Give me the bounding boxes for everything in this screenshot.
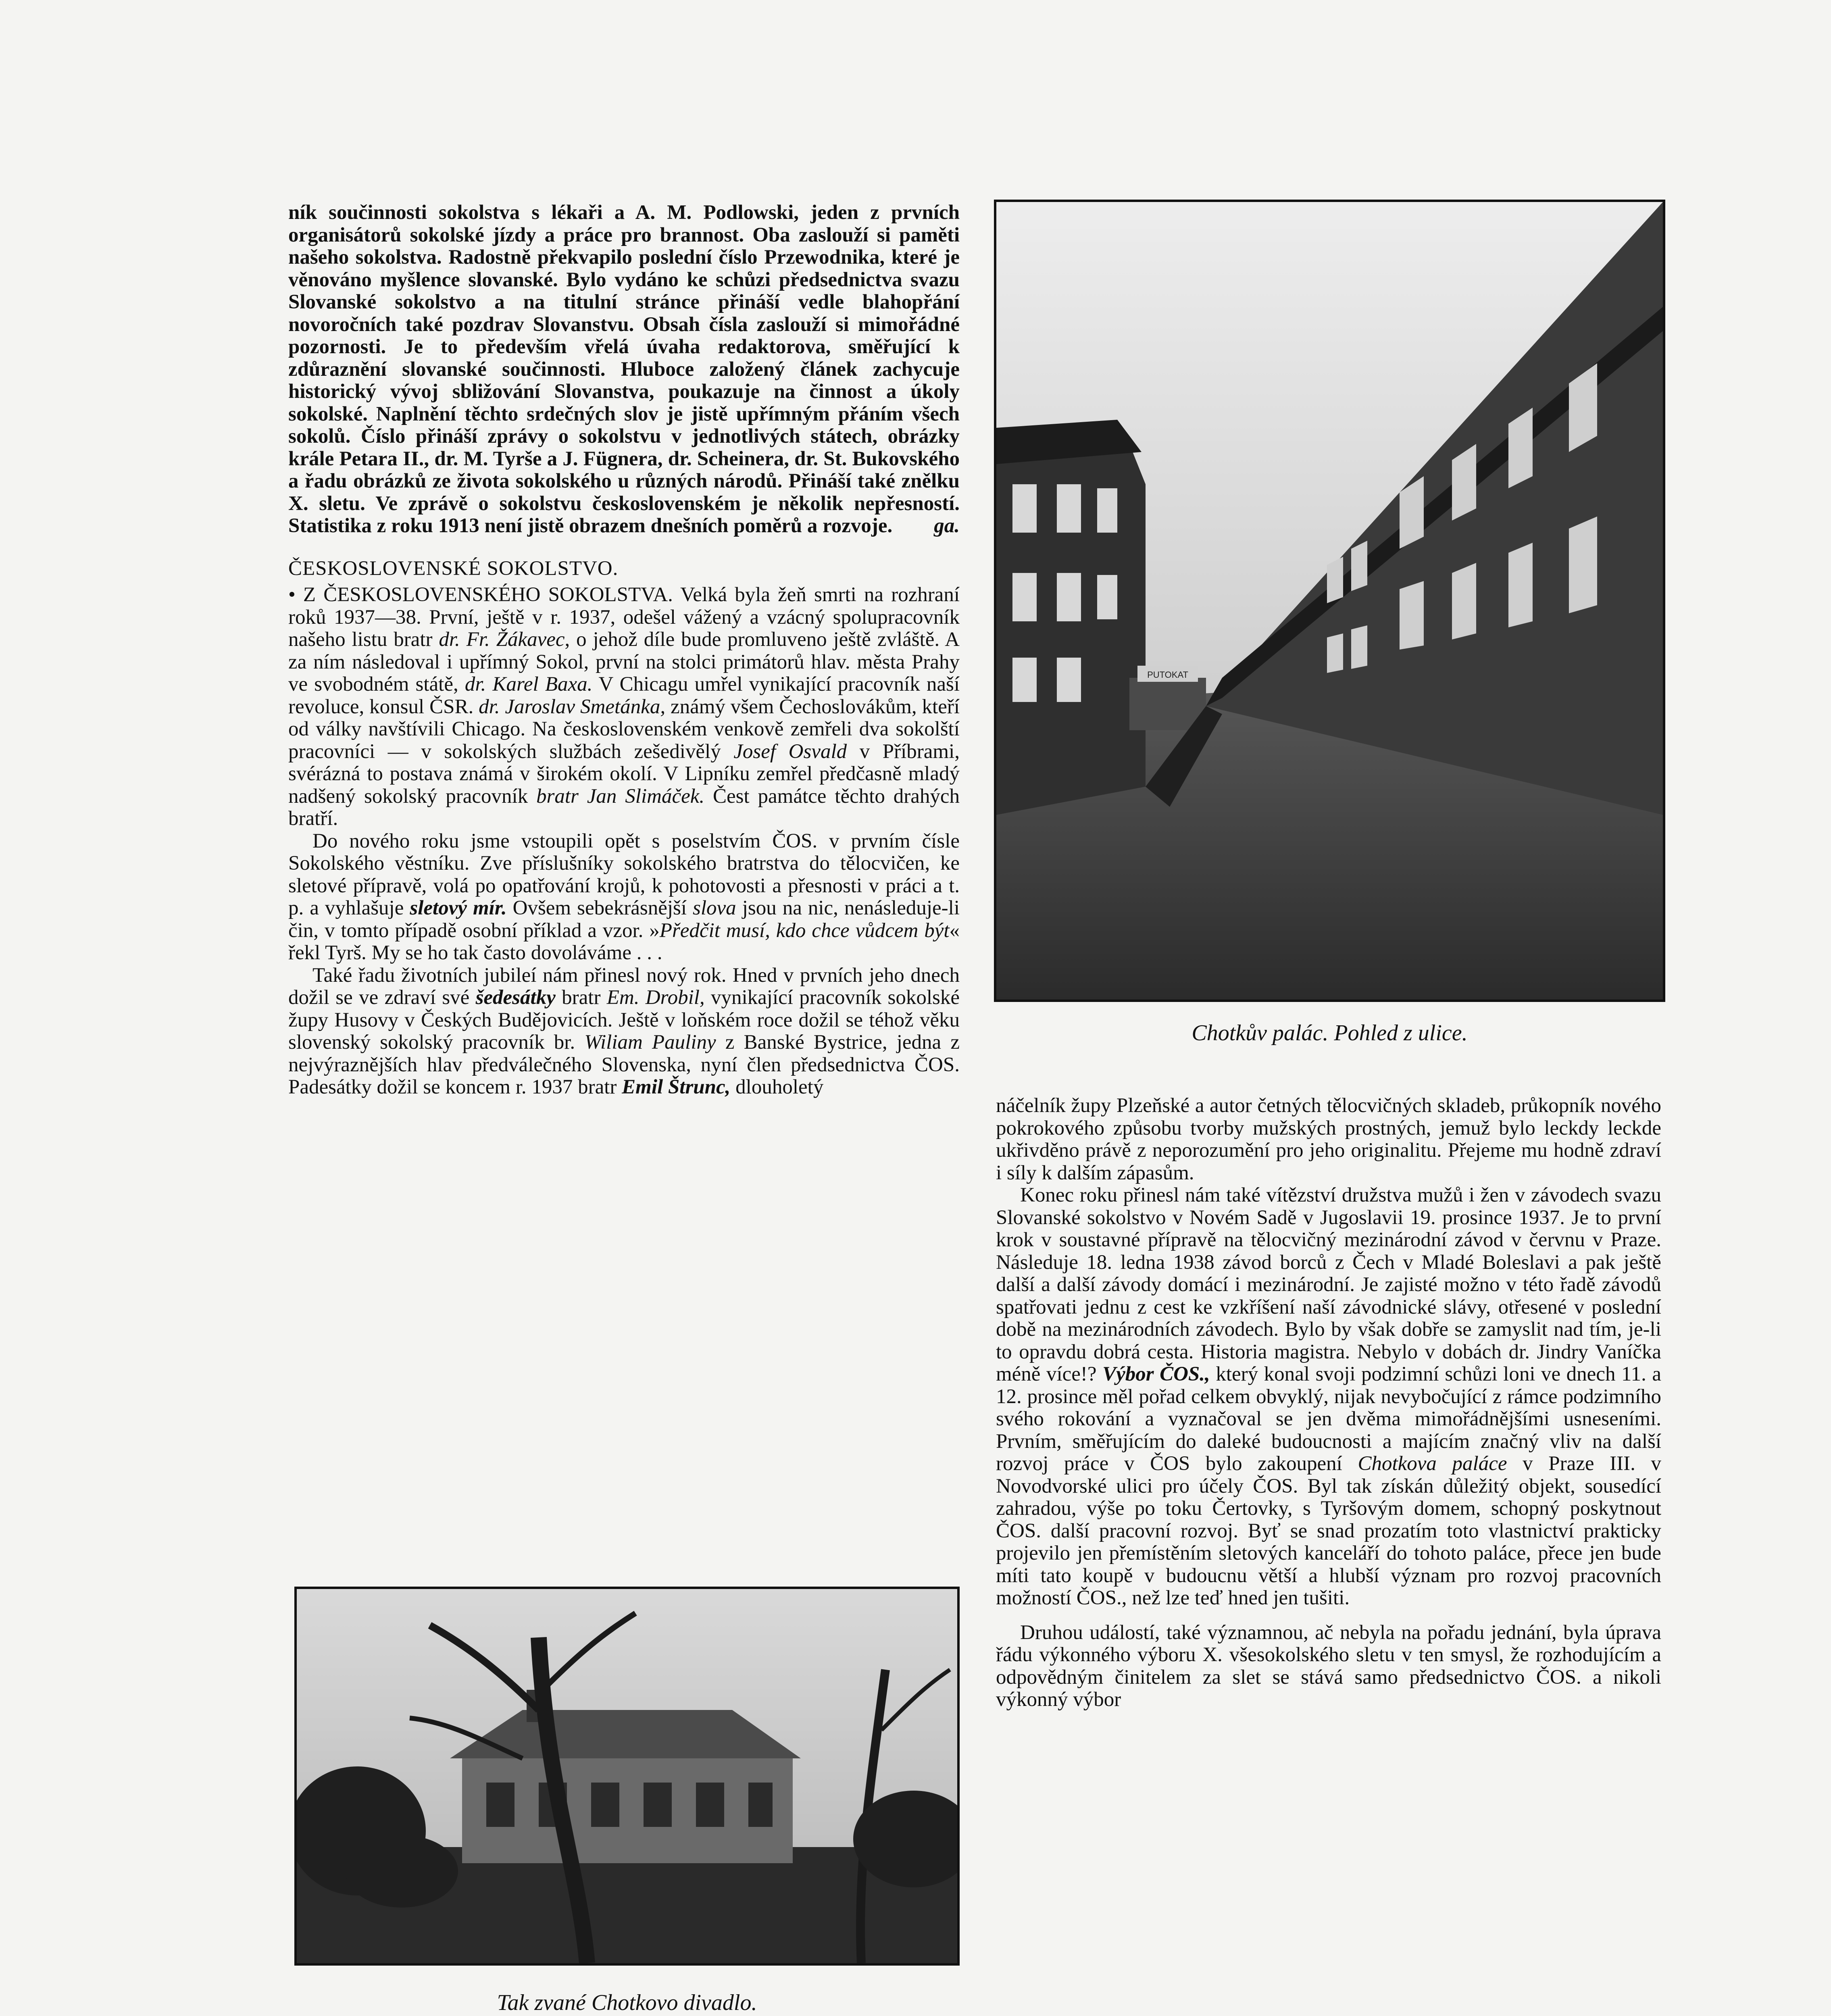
palace-caption: Chotkův palác. Pohled z ulice. bbox=[1192, 1020, 1468, 1045]
section-heading: ČESKOSLOVENSKÉ SOKOLSTVO. bbox=[288, 557, 619, 580]
strunc-paragraph: náčelník župy Plzeňské a autor četných tělocvičných skladeb, průkopník nového pokrokového způsobu tvorby mužských prostných, jemuž bylo leckdy leckde ukřivděno právě z neporozumění pro jeho originalitu. Přejeme mu hodně zdraví i síly k dalším zápasům. bbox=[996, 1094, 1661, 1184]
right-column bbox=[996, 1095, 1661, 1711]
palace-sign: PUTOKAT bbox=[1147, 670, 1188, 680]
jubilee-paragraph: Také řadu životních jubileí nám přinesl nový rok. Hned v prvních jeho dnech dožil se ve zdraví své šedesátky bratr Em. Drobil, vynikající pracovník sokolské župy Husovy v Českých Budějovicích. Ještě v loňském roce dožil se téhož věku slovenský sokolský pracovník br. Wiliam Pauliny z Banské Bystrice, jedna z nejvýraznějších hlav předválečného Slovenska, nyní člen předsednictva ČOS. Padesátky dožil se koncem r. 1937 bratr Emil Štrunc, dlouholetý bbox=[288, 964, 960, 1098]
intro-signature: ga. bbox=[934, 514, 960, 537]
left-column bbox=[288, 202, 960, 1099]
palace-street-photo bbox=[994, 200, 1665, 1002]
theatre-photo bbox=[294, 1587, 960, 1966]
intro-paragraph: ník součinnosti sokolstva s lékaři a A. M. Podlowski, jeden z prvních organisátorů sokolské jízdy a práce pro brannost. Oba zaslouží si paměti našeho sokolstva. Radostně překvapilo poslední číslo Przewodnika, které je věnováno myšlence slovanské. Bylo vydáno ke schůzi předsednictva svazu Slovanské sokolstvo a na titulní stránce přináší vedle blahopřání novoročních také pozdrav Slovanstvu. Obsah čísla zaslouží si mimořádné pozornosti. Je to především vřelá úvaha redaktorova, směřující k zdůraznění slovanské součinnosti. Hluboce založený článek zachycuje historický vývoj sbližování Slovanstva, poukazuje na činnost a úkoly sokolské. Naplnění těchto srdečných slov je jistě upřímným přáním všech sokolů. Číslo přináší zprávy o sokolstvu v jednotlivých státech, obrázky krále Petara II., dr. M. Tyrše a J. Fügnera, dr. Scheinera, dr. St. Bukovského a řadu obrázků ze života sokolského u různých národů. Přináší také znělku X. sletu. Ve zprávě o sokolstvu československém je několik nepřesností. Statistika z roku 1913 není jistě obrazem dnešních poměrů a rozvoje. ga. bbox=[288, 201, 960, 537]
theatre-caption: Tak zvané Chotkovo divadlo. bbox=[497, 1990, 757, 2015]
obituary-paragraph: • Z ČESKOSLOVENSKÉHO SOKOLSTVA. Velká byla žeň smrti na rozhraní roků 1937—38. První, ještě v r. 1937, odešel vážený a vzácný spolupracovník našeho listu bratr dr. Fr. Žákavec, o jehož díle bude promluveno ještě zvláště. A za ním následoval i upřímný Sokol, první na stolci primátorů hlav. města Prahy ve svobodném státě, dr. Karel Baxa. V Chicagu umřel vynikající pracovník naší revoluce, konsul ČSR. dr. Jaroslav Smetánka, známý všem Čechoslovákům, kteří od války navštívili Chicago. Na československém venkově zemřeli dva sokolští pracovníci — v sokolských službách zešedivělý Josef Osvald v Příbrami, svérázná to postava známá v širokém okolí. V Lipníku zemřel předčasně mladý nadšený sokolský pracovník bratr Jan Slimáček. Čest památce těchto drahých bratří. bbox=[288, 583, 960, 830]
competition-paragraph: Konec roku přinesl nám také vítězství družstva mužů i žen v závodech svazu Slovanské sokolstvo v Novém Sadě v Jugoslavii 19. prosince 1937. Je to první krok v soustavné přípravě na tělocvičný mezinárodní závod v červnu v Praze. Následuje 18. ledna 1938 závod borců z Čech v Mladé Boleslavi a pak ještě další a další závody domácí i mezinárodní. Je zajisté možno v této řadě závodů spatřovati jednu z cest ke vzkříšení naší závodnické slávy, otřesené v poslední době na mezinárodních závodech. Bylo by však dobře se zamyslit nad tím, je-li to opravdu dobrá cesta. Historia magistra. Nebylo v dobách dr. Jindry Vaníčka méně více!? Výbor ČOS., který konal svoji podzimní schůzi loni ve dnech 11. a 12. prosince měl pořad celkem obvyklý, nijak nevybočující z rámce podzimního svého rokování a vyznačoval se jen dvěma mimořádnějšími usneseními. Prvním, směřujícím do daleké budoucnosti a majícím značný vliv na další rozvoj práce v ČOS bylo zakoupení Chotkova paláce v Praze III. v Novodvorské ulici pro účely ČOS. Byl tak získán důležitý objekt, sousedící zahradou, výše po toku Čertovky, s Tyršovým domem, schopný poskytnout ČOS. další pracovní rozvoj. Byť se snad prozatím toto vlastnictví prakticky projevilo jen přemístěním sletových kanceláří do tohoto paláce, přece jen bude míti tato koupě v budoucnu větší a hlubší význam pro rozvoj pracovních možností ČOS., než lze teď hned jen tušiti. bbox=[996, 1184, 1661, 1609]
new-year-paragraph: Do nového roku jsme vstoupili opět s poselstvím ČOS. v prvním čísle Sokolského věstníku. Zve příslušníky sokolského bratrstva do tělocvičen, ke sletové přípravě, volá po opatřování krojů, k pohotovosti a přesnosti v práci a t. p. a vyhlašuje sletový mír. Ovšem sebekrásnější slova jsou na nic, nenásleduje-li čin, v tomto případě osobní příklad a vzor. »Předčit musí, kdo chce vůdcem být« řekl Tyrš. My se ho tak často dovoláváme . . . bbox=[288, 829, 960, 964]
second-event-paragraph: Druhou událostí, také významnou, ač nebyla na pořadu jednání, byla úprava řádu výkonného výboru X. všesokolského sletu v ten smysl, že rozhodujícím a odpovědným činitelem za slet se stává samo předsednictvo ČOS. a nikoli výkonný výbor bbox=[996, 1621, 1661, 1711]
